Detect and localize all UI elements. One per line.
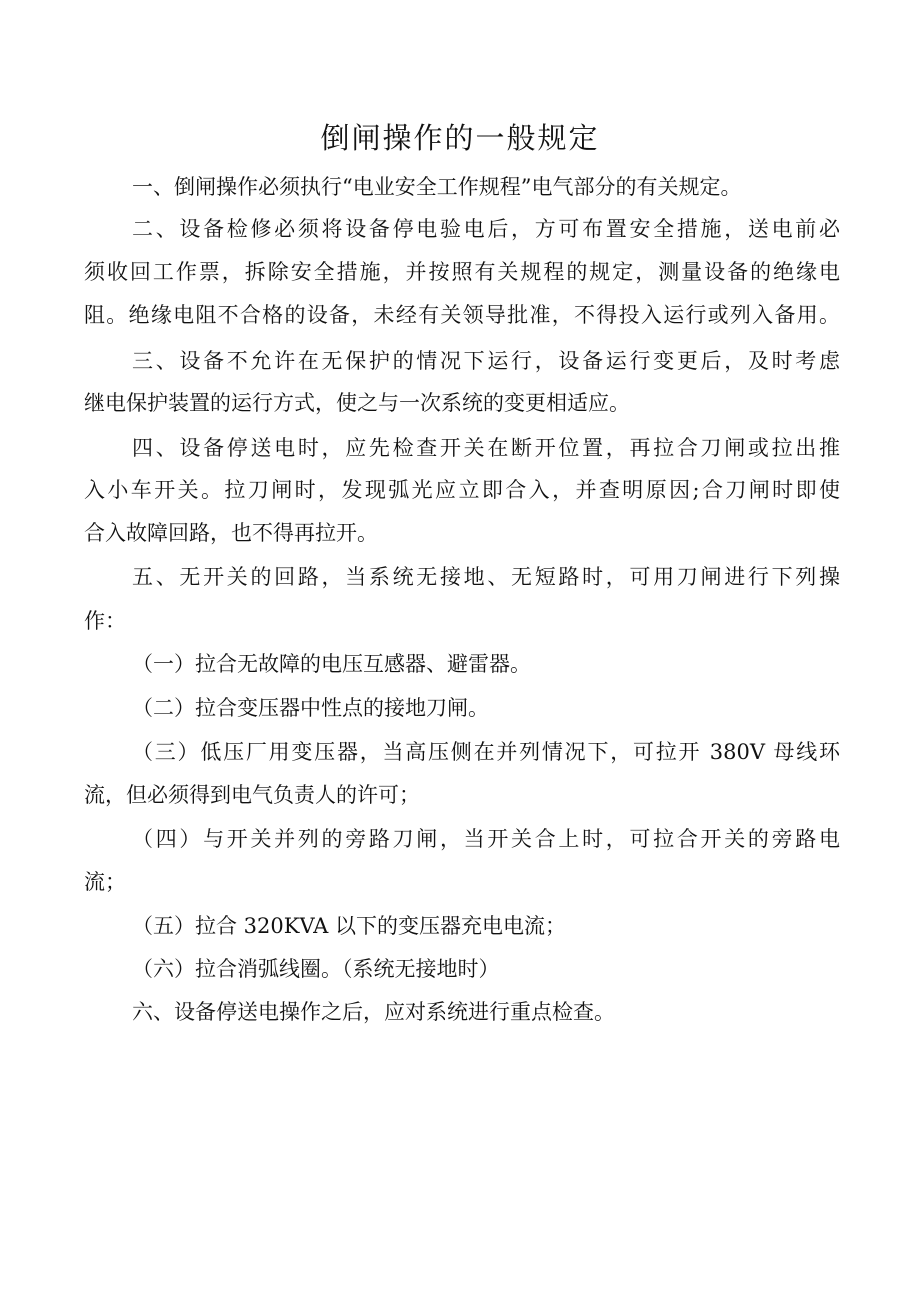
paragraph-line: 五、无开关的回路，当系统无接地、无短路时，可用刀闸进行下列操 — [132, 565, 840, 589]
paragraph-line: 二、设备检修必须将设备停电验电后，方可布置安全措施，送电前必 — [132, 217, 840, 241]
paragraph-line: 阻。绝缘电阻不合格的设备，未经有关领导批准，不得投入运行或列入备用。 — [84, 303, 840, 327]
list-item: （一）拉合无故障的电压互感器、避雷器。 — [132, 652, 531, 676]
paragraph-line: 一、倒闸操作必须执行“电业安全工作规程”电气部分的有关规定。 — [132, 175, 742, 199]
paragraph-line: 继电保护装置的运行方式，使之与一次系统的变更相适应。 — [84, 391, 630, 415]
list-item: （四）与开关并列的旁路刀闸，当开关合上时，可拉合开关的旁路电 — [132, 827, 840, 851]
list-item: 流，但必须得到电气负责人的许可； — [84, 783, 420, 807]
paragraph-line: 四、设备停送电时，应先检查开关在断开位置，再拉合刀闸或拉出推 — [132, 436, 840, 460]
list-item: （五）拉合 320KVA 以下的变压器充电电流； — [132, 914, 567, 938]
paragraph-line: 六、设备停送电操作之后，应对系统进行重点检查。 — [132, 1000, 615, 1024]
paragraph-line: 作： — [84, 609, 126, 633]
document-title: 倒闸操作的一般规定 — [320, 121, 600, 155]
list-item: 流； — [84, 870, 126, 894]
paragraph-line: 入小车开关。拉刀闸时，发现弧光应立即合入，并查明原因;合刀闸时即使 — [84, 478, 840, 502]
list-item: （六）拉合消弧线圈。（系统无接地时） — [132, 957, 500, 981]
list-item: （二）拉合变压器中性点的接地刀闸。 — [132, 696, 489, 720]
paragraph-line: 须收回工作票，拆除安全措施，并按照有关规程的规定，测量设备的绝缘电 — [84, 260, 840, 284]
list-item: （三）低压厂用变压器，当高压侧在并列情况下，可拉开 380V 母线环 — [132, 740, 840, 764]
paragraph-line: 三、设备不允许在无保护的情况下运行，设备运行变更后，及时考虑 — [132, 349, 840, 373]
paragraph-line: 合入故障回路，也不得再拉开。 — [84, 521, 378, 545]
